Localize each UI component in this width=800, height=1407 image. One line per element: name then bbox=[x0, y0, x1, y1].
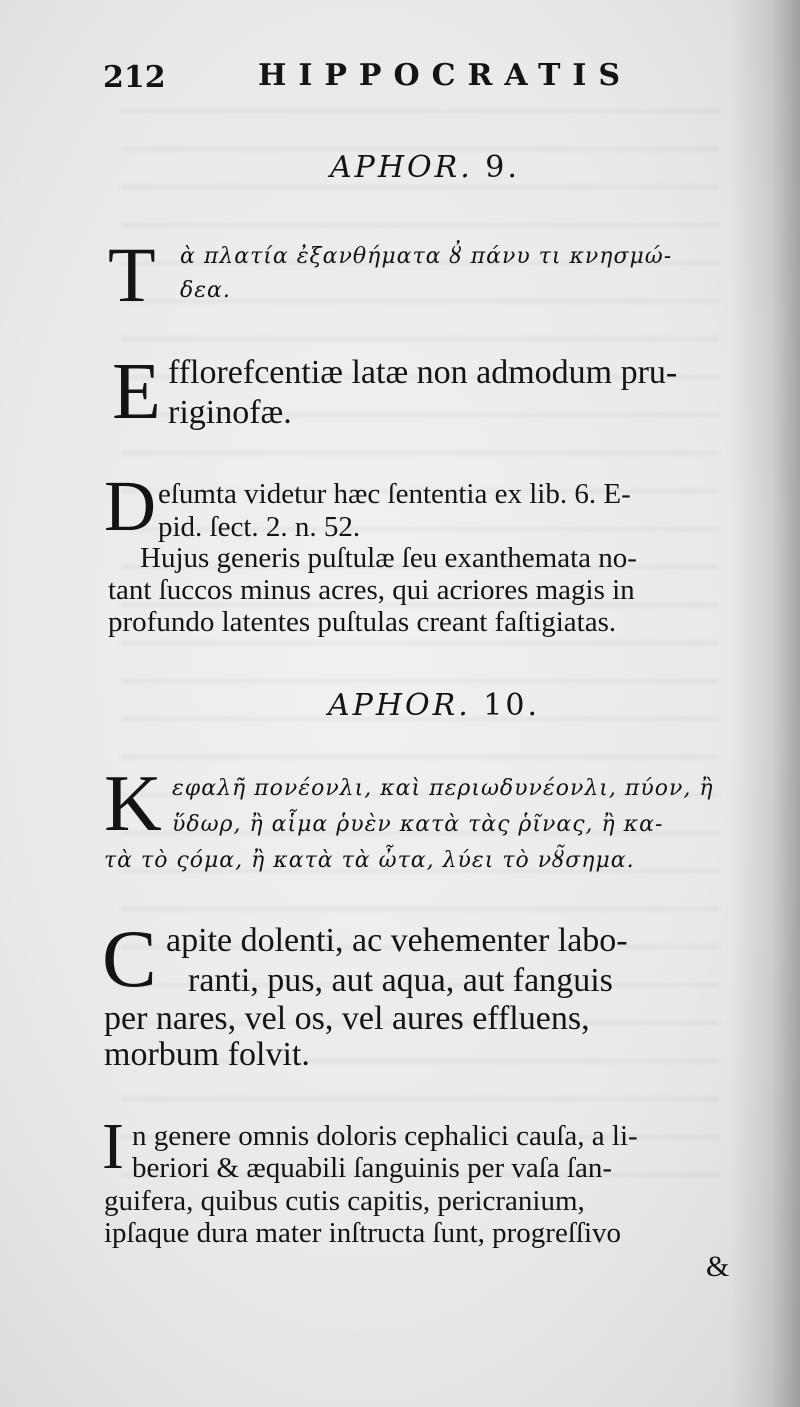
commentary-line: guifera, quibus cutis capitis, pericranium, bbox=[104, 1185, 585, 1217]
greek-line: ὰ πλατία ἐξανθήματα ȣ̓ πάνυ τι κνησμώ- bbox=[180, 244, 673, 269]
page-gutter-shadow bbox=[730, 0, 800, 1407]
aphorism-number: 10. bbox=[483, 688, 540, 723]
aphorism-9-heading bbox=[330, 150, 520, 185]
commentary-line: pid. ſect. 2. n. 52. bbox=[158, 511, 361, 543]
latin-line: fflorefcentiæ latæ non admodum pru- bbox=[168, 354, 678, 391]
aphorism-10-heading bbox=[328, 688, 540, 723]
commentary-line: eſumta videtur hæc ſententia ex lib. 6. E- bbox=[158, 478, 631, 510]
catchword: & bbox=[706, 1250, 730, 1283]
page-number: 212 bbox=[103, 60, 166, 95]
latin-line: per nares, vel os, vel aures effluens, bbox=[104, 1000, 590, 1037]
commentary-line: Hujus generis puſtulæ ſeu exanthemata no- bbox=[140, 542, 637, 574]
aphorism-number: 9. bbox=[485, 150, 520, 185]
latin-line: morbum folvit. bbox=[104, 1036, 310, 1073]
running-title: HIPPOCRATIS bbox=[258, 58, 633, 93]
latin-line: ranti, pus, aut aqua, aut fanguis bbox=[188, 962, 613, 999]
aphorism-label: APHOR. bbox=[328, 688, 471, 723]
drop-cap-commentary-9: D bbox=[104, 466, 156, 546]
greek-line: ὕδωρ, ἢ αἷμα ῥυὲν κατὰ τὰς ῥῖνας, ἢ κα- bbox=[172, 812, 664, 837]
drop-cap-latin-10: C bbox=[102, 913, 157, 1004]
latin-line: apite dolenti, ac vehementer labo- bbox=[166, 922, 628, 959]
drop-cap-commentary-10: I bbox=[102, 1110, 124, 1183]
commentary-line: ipſaque dura mater inſtructa ſunt, progreſſivo bbox=[104, 1217, 622, 1249]
commentary-line: n genere omnis doloris cephalici cauſa, a li- bbox=[132, 1120, 638, 1152]
drop-cap-latin-9: E bbox=[112, 348, 161, 436]
commentary-line: tant ſuccos minus acres, qui acriores magis in bbox=[108, 574, 635, 606]
commentary-line: beriori & æquabili ſanguinis per vaſa ſan- bbox=[132, 1152, 612, 1184]
greek-line: εφαλῆ̃ πονέονλι, καὶ περιωδυνέονλι, πύον, ἢ bbox=[172, 776, 714, 801]
aphorism-label: APHOR. bbox=[330, 150, 473, 185]
latin-line: riginofæ. bbox=[168, 394, 292, 431]
greek-line: δεα. bbox=[180, 278, 231, 303]
drop-cap-greek-9: T bbox=[108, 231, 156, 318]
drop-cap-greek-10: K bbox=[104, 760, 162, 848]
commentary-line: profundo latentes puſtulas creant faſtigiatas. bbox=[108, 606, 617, 638]
greek-line: τὰ τὸ ςόμα, ἢ κατὰ τὰ ὦτα, λύει τὸ νȣ̃σημα. bbox=[104, 848, 635, 873]
